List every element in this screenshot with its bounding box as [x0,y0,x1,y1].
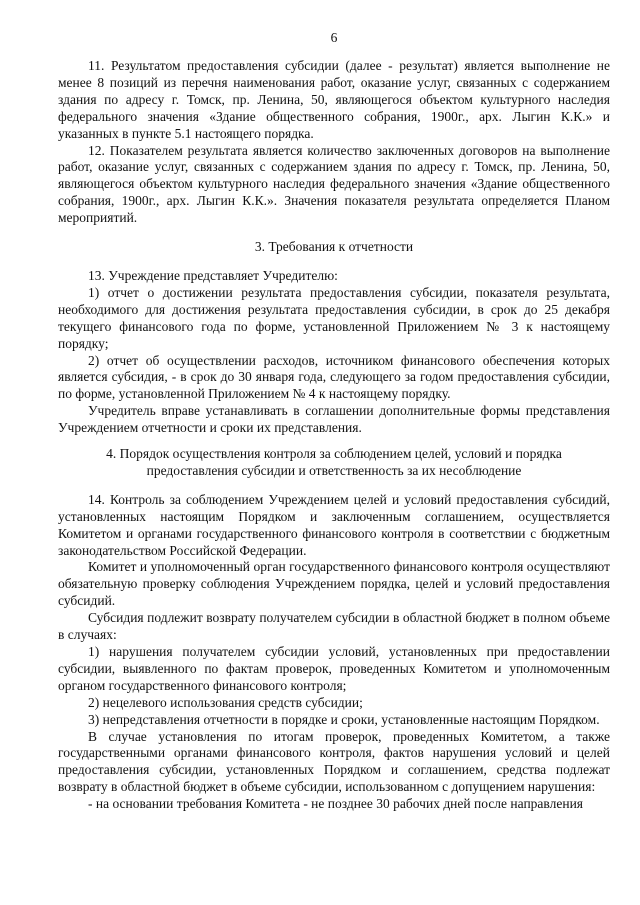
paragraph-14: 14. Контроль за соблюдением Учреждением целей и условий предоставления субсидий, установленных настоящим Порядком и заключенным соглашением, осуществляется Комитетом и органами государственного финансового контроля в соответствии с бюджетным законодательством Российской Федерации. [58,491,610,558]
paragraph-12: 12. Показателем результата является количество заключенных договоров на выполнение работ, оказание услуг, связанных с содержанием здания по адресу г. Томск, пр. Ленина, 50, являющегося объектом культурного наследия федерального значения «Здание общественного собрания, 1900г., арх. Лыгин К.К.». Значения показателя результата определяется Планом мероприятий. [58,142,610,226]
paragraph-13: 13. Учреждение представляет Учредителю: [88,267,338,283]
section-4-heading-line-2: предоставления субсидии и ответственность за их несоблюдение [146,462,522,478]
page-number: 6 [330,30,338,45]
section-3-heading: 3. Требования к отчетности [254,239,414,255]
founder-paragraph: Учредитель вправе устанавливать в соглашении дополнительные формы представления Учреждением отчетности и сроки их представления. [58,403,610,436]
violation-paragraph: В случае установления по итогам проверок, проведенных Комитетом, а также государственными органами финансового контроля, фактов нарушения условий и целей предоставления субсидии, установленных Порядком и соглашением, средства подлежат возврату в областной бюджет в объеме субсидии, использованном с допущением нарушения: [58,728,610,795]
refund-case-1: 1) нарушения получателем субсидии условий, установленных при предоставлении субсидии, выявленного по фактам проверок, проведенных Комитетом и уполномоченным органом государственного финансового контроля; [58,644,610,693]
refund-case-2: 2) нецелевого использования средств субсидии; [88,694,363,710]
document-page [58,30,610,813]
reporting-item-2: 2) отчет об осуществлении расходов, источником финансового обеспечения которых является субсидия, - в срок до 30 января года, следующего за годом предоставления субсидии, по форме, установленной Приложением № 4 к настоящему порядку. [58,352,610,402]
committee-paragraph: Комитет и уполномоченный орган государственного финансового контроля осуществляют обязательную проверку соблюдения Учреждением порядка, целей и условий предоставления субсидий. [58,559,610,609]
basis-paragraph: - на основании требования Комитета - не позднее 30 рабочих дней после направления [88,796,583,812]
refund-case-3: 3) непредставления отчетности в порядке и сроки, установленные настоящим Порядком. [88,711,600,727]
paragraph-11: 11. Результатом предоставления субсидии (далее - результат) является выполнение не менее 8 позиций из перечня наименования работ, оказание услуг, связанных с содержанием здания по адресу г. Томск, пр. Ленина, 50, являющегося объектом культурного наследия федерального значения «Здание общественного собрания, 1900г., арх. Лыгин К.К.» и указанных в пункте 5.1 настоящего порядка. [58,58,610,141]
reporting-item-1: 1) отчет о достижении результата предоставления субсидии, показателя результата, необходимого для достижения результата предоставления субсидии, в срок до 25 декабря текущего финансового года по форме, установленной Приложением № 3 к настоящему порядку; [58,284,610,351]
section-4-heading-line-1: 4. Порядок осуществления контроля за соблюдением целей, условий и порядка [106,446,562,462]
refund-paragraph: Субсидия подлежит возврату получателем субсидии в областной бюджет в полном объеме в случаях: [58,610,610,643]
